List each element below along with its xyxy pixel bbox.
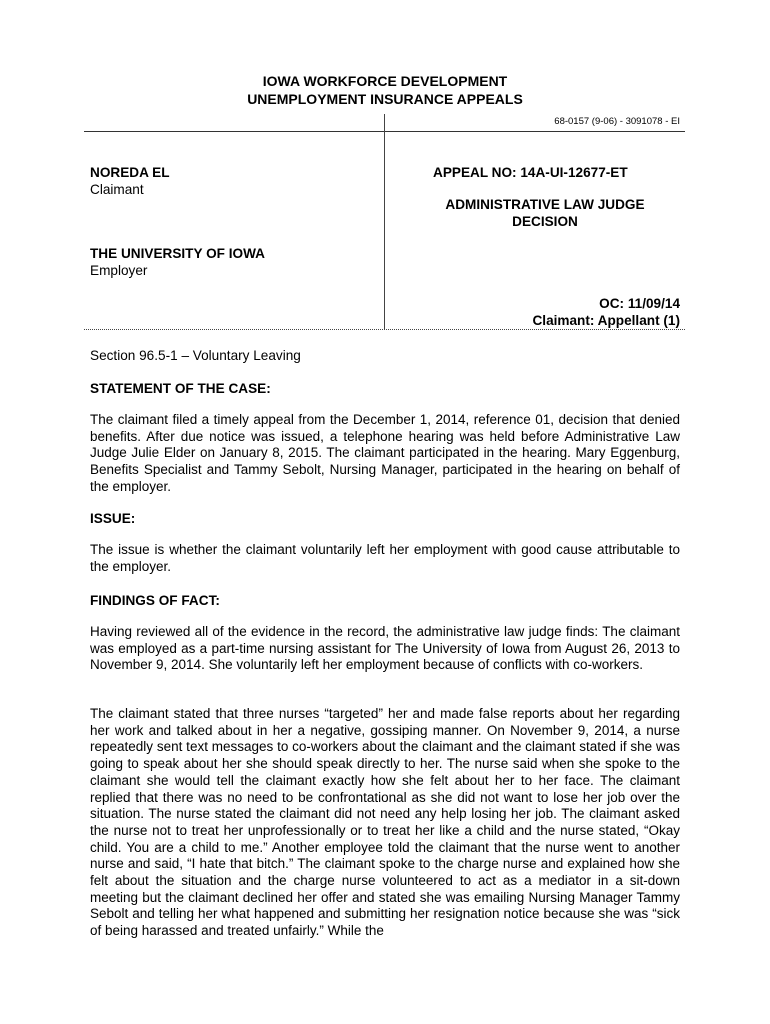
- claimant-role: Claimant: [90, 182, 144, 197]
- employer-name: THE UNIVERSITY OF IOWA: [90, 246, 265, 261]
- section-reference: Section 96.5-1 – Voluntary Leaving: [90, 348, 301, 363]
- appeal-number: APPEAL NO: 14A-UI-12677-ET: [433, 165, 628, 180]
- statement-heading: STATEMENT OF THE CASE:: [90, 381, 271, 396]
- issue-paragraph: The issue is whether the claimant voluntarily left her employment with good cause attributable to the employer.: [90, 542, 680, 574]
- issue-heading: ISSUE:: [90, 511, 136, 526]
- agency-title: IOWA WORKFORCE DEVELOPMENT: [262, 73, 508, 89]
- findings-paragraph-2: The claimant stated that three nurses “targeted” her and made false reports about her regarding her work and talked about in her a negative, gossiping manner. On November 9, 2014, a nurse repeatedly sent text messages to co-workers about the claimant and the claimant stated if she was going to speak about her she should speak directly to her. The nurse said when she spoke to the claimant she would tell the claimant exactly how she felt about her to her face. The claimant replied that there was no need to be confrontational as she did not want to lose her job over the situation. The nurse stated the claimant did not need any help losing her job. The claimant asked the nurse not to treat her unprofessionally or to treat her like a child and the nurse stated, “Okay child. You are a child to me.” Another employee told the claimant that the nurse went to another nurse and said, “I hate that bitch.” The claimant spoke to the charge nurse and explained how she felt about the situation and the charge nurse volunteered to act as a mediator in a sit-down meeting but the claimant declined her offer and stated she was emailing Nursing Manager Tammy Sebolt and telling her what happened and submitting her resignation notice because she was “sick of being harassed and treated unfairly.” While the: [90, 706, 680, 939]
- decision-title-line1: ADMINISTRATIVE LAW JUDGE: [445, 197, 645, 212]
- caption-divider: [384, 114, 385, 330]
- document-number: 68-0157 (9-06) - 3091078 - EI: [554, 116, 680, 127]
- division-title: UNEMPLOYMENT INSURANCE APPEALS: [247, 91, 523, 107]
- claimant-appellant: Claimant: Appellant (1): [532, 313, 680, 328]
- findings-paragraph-1: Having reviewed all of the evidence in the record, the administrative law judge finds: The claimant was employed as a part-time nursing assistant for The University of Iowa from August 26, 2013 to November 9, 2014. She voluntarily left her employment because of conflicts with co-workers.: [90, 624, 680, 673]
- decision-title-line2: DECISION: [512, 214, 578, 229]
- statement-paragraph: The claimant filed a timely appeal from the December 1, 2014, reference 01, decision that denied benefits. After due notice was issued, a telephone hearing was held before Administrative Law Judge Julie Elder on January 8, 2015. The claimant participated in the hearing. Mary Eggenburg, Benefits Specialist and Tammy Sebolt, Nursing Manager, participated in the hearing on behalf of the employer.: [90, 412, 680, 494]
- employer-role: Employer: [90, 263, 148, 278]
- caption-bottom-rule: [84, 329, 685, 330]
- oc-date: OC: 11/09/14: [599, 296, 680, 311]
- claimant-name: NOREDA EL: [90, 165, 170, 180]
- findings-heading: FINDINGS OF FACT:: [90, 593, 220, 608]
